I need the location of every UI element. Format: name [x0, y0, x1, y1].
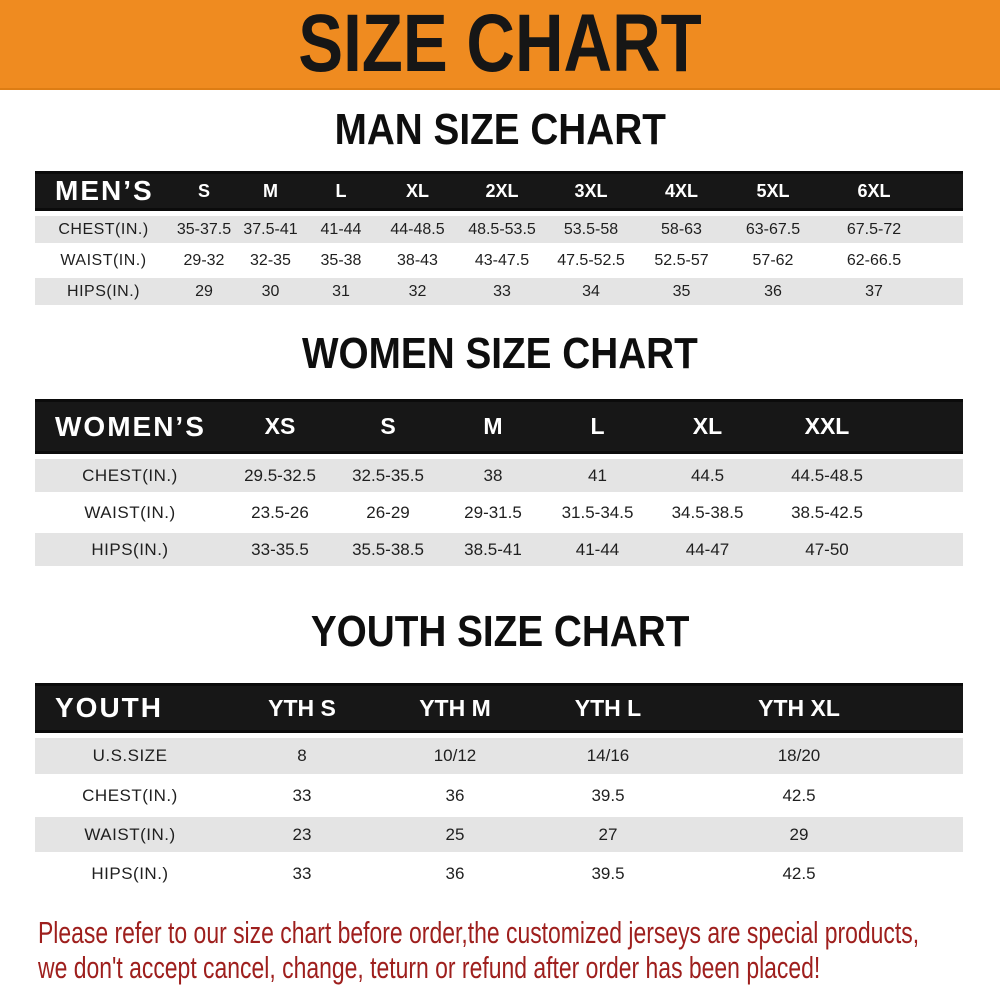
men-cell: 37.5-41 — [236, 211, 305, 247]
youth-row-label: HIPS(IN.) — [35, 856, 225, 895]
women-cell: 38.5-42.5 — [765, 496, 889, 533]
youth-row-label: WAIST(IN.) — [35, 817, 225, 856]
youth-table-label: YOUTH — [35, 683, 225, 733]
youth-col-header: YTH S — [225, 683, 379, 733]
women-cell: 29-31.5 — [441, 496, 545, 533]
banner-title: SIZE CHART — [298, 0, 702, 89]
youth-size-table — [35, 683, 963, 895]
order-note — [38, 915, 1000, 985]
youth-row-label: U.S.SIZE — [35, 733, 225, 778]
women-cell: 35.5-38.5 — [335, 533, 441, 570]
men-col-header: L — [305, 171, 377, 211]
youth-cell: 10/12 — [379, 733, 531, 778]
men-col-header: M — [236, 171, 305, 211]
youth-cell: 39.5 — [531, 856, 685, 895]
youth-cell: 42.5 — [685, 778, 913, 817]
women-col-header: XS — [225, 399, 335, 454]
women-row — [35, 533, 963, 570]
women-row-label: HIPS(IN.) — [35, 533, 225, 570]
women-row-label: CHEST(IN.) — [35, 454, 225, 496]
women-cell: 31.5-34.5 — [545, 496, 650, 533]
youth-col-header — [913, 683, 963, 733]
youth-cell: 29 — [685, 817, 913, 856]
men-row — [35, 211, 963, 247]
men-size-table — [35, 171, 963, 309]
men-row-label: CHEST(IN.) — [35, 211, 172, 247]
men-cell: 35-38 — [305, 247, 377, 278]
women-header-row — [35, 399, 963, 454]
youth-col-header: YTH L — [531, 683, 685, 733]
men-cell: 37 — [819, 278, 929, 309]
men-cell: 31 — [305, 278, 377, 309]
order-note-line-2: we don't accept cancel, change, teturn or refund after order has been placed! — [38, 950, 821, 985]
youth-cell: 33 — [225, 778, 379, 817]
men-cell: 67.5-72 — [819, 211, 929, 247]
women-cell — [889, 496, 963, 533]
men-cell: 30 — [236, 278, 305, 309]
youth-cell: 42.5 — [685, 856, 913, 895]
women-col-header — [889, 399, 963, 454]
youth-cell: 36 — [379, 778, 531, 817]
youth-cell: 8 — [225, 733, 379, 778]
men-cell: 34 — [546, 278, 636, 309]
women-cell: 44.5 — [650, 454, 765, 496]
men-row-label: HIPS(IN.) — [35, 278, 172, 309]
men-section-title-text: MAN SIZE CHART — [334, 105, 666, 154]
men-cell: 29-32 — [172, 247, 236, 278]
men-col-header: 3XL — [546, 171, 636, 211]
youth-row — [35, 778, 963, 817]
youth-cell — [913, 778, 963, 817]
youth-col-header: YTH M — [379, 683, 531, 733]
men-col-header: 4XL — [636, 171, 727, 211]
youth-cell: 33 — [225, 856, 379, 895]
women-cell: 44-47 — [650, 533, 765, 570]
women-cell: 44.5-48.5 — [765, 454, 889, 496]
women-cell: 29.5-32.5 — [225, 454, 335, 496]
men-row — [35, 278, 963, 309]
youth-cell: 23 — [225, 817, 379, 856]
women-col-header: XL — [650, 399, 765, 454]
women-col-header: M — [441, 399, 545, 454]
youth-cell: 25 — [379, 817, 531, 856]
youth-row-label: CHEST(IN.) — [35, 778, 225, 817]
men-cell: 57-62 — [727, 247, 819, 278]
women-row — [35, 496, 963, 533]
men-cell: 62-66.5 — [819, 247, 929, 278]
men-col-header: 6XL — [819, 171, 929, 211]
women-cell: 38 — [441, 454, 545, 496]
youth-cell — [913, 856, 963, 895]
women-section-title — [0, 330, 1000, 388]
youth-section-title — [0, 608, 1000, 666]
youth-cell: 36 — [379, 856, 531, 895]
youth-section-title-text: YOUTH SIZE CHART — [310, 607, 690, 656]
youth-row — [35, 817, 963, 856]
men-cell: 41-44 — [305, 211, 377, 247]
men-row — [35, 247, 963, 278]
women-section-title-text: WOMEN SIZE CHART — [302, 329, 698, 378]
banner — [0, 0, 1000, 90]
women-table-label: WOMEN’S — [35, 399, 225, 454]
women-cell: 47-50 — [765, 533, 889, 570]
men-cell: 33 — [458, 278, 546, 309]
order-note-line-1: Please refer to our size chart before order,the customized jerseys are special products, — [38, 915, 920, 950]
men-cell: 48.5-53.5 — [458, 211, 546, 247]
women-col-header: S — [335, 399, 441, 454]
women-cell: 26-29 — [335, 496, 441, 533]
women-col-header: L — [545, 399, 650, 454]
women-row-label: WAIST(IN.) — [35, 496, 225, 533]
youth-cell: 27 — [531, 817, 685, 856]
men-cell: 63-67.5 — [727, 211, 819, 247]
youth-cell: 39.5 — [531, 778, 685, 817]
men-row-label: WAIST(IN.) — [35, 247, 172, 278]
men-cell: 43-47.5 — [458, 247, 546, 278]
men-cell — [929, 278, 963, 309]
men-cell: 32 — [377, 278, 458, 309]
women-cell: 32.5-35.5 — [335, 454, 441, 496]
women-cell: 41-44 — [545, 533, 650, 570]
women-cell: 38.5-41 — [441, 533, 545, 570]
men-cell: 29 — [172, 278, 236, 309]
women-cell: 34.5-38.5 — [650, 496, 765, 533]
men-cell — [929, 247, 963, 278]
men-col-header: 2XL — [458, 171, 546, 211]
men-cell: 44-48.5 — [377, 211, 458, 247]
men-cell: 35-37.5 — [172, 211, 236, 247]
men-col-header: 5XL — [727, 171, 819, 211]
youth-cell: 18/20 — [685, 733, 913, 778]
men-cell: 35 — [636, 278, 727, 309]
women-row — [35, 454, 963, 496]
women-cell — [889, 454, 963, 496]
men-col-header: S — [172, 171, 236, 211]
men-cell: 52.5-57 — [636, 247, 727, 278]
men-section-title — [0, 106, 1000, 164]
women-size-table — [35, 399, 963, 570]
men-cell: 32-35 — [236, 247, 305, 278]
men-col-header: XL — [377, 171, 458, 211]
women-cell: 41 — [545, 454, 650, 496]
women-cell — [889, 533, 963, 570]
men-cell: 36 — [727, 278, 819, 309]
youth-col-header: YTH XL — [685, 683, 913, 733]
men-col-header — [929, 171, 963, 211]
youth-header-row — [35, 683, 963, 733]
youth-cell — [913, 817, 963, 856]
youth-cell: 14/16 — [531, 733, 685, 778]
men-table-label: MEN’S — [35, 171, 172, 211]
men-cell: 58-63 — [636, 211, 727, 247]
women-cell: 23.5-26 — [225, 496, 335, 533]
men-cell: 38-43 — [377, 247, 458, 278]
men-cell — [929, 211, 963, 247]
women-col-header: XXL — [765, 399, 889, 454]
youth-row — [35, 733, 963, 778]
women-cell: 33-35.5 — [225, 533, 335, 570]
men-cell: 47.5-52.5 — [546, 247, 636, 278]
men-header-row — [35, 171, 963, 211]
youth-cell — [913, 733, 963, 778]
youth-row — [35, 856, 963, 895]
men-cell: 53.5-58 — [546, 211, 636, 247]
